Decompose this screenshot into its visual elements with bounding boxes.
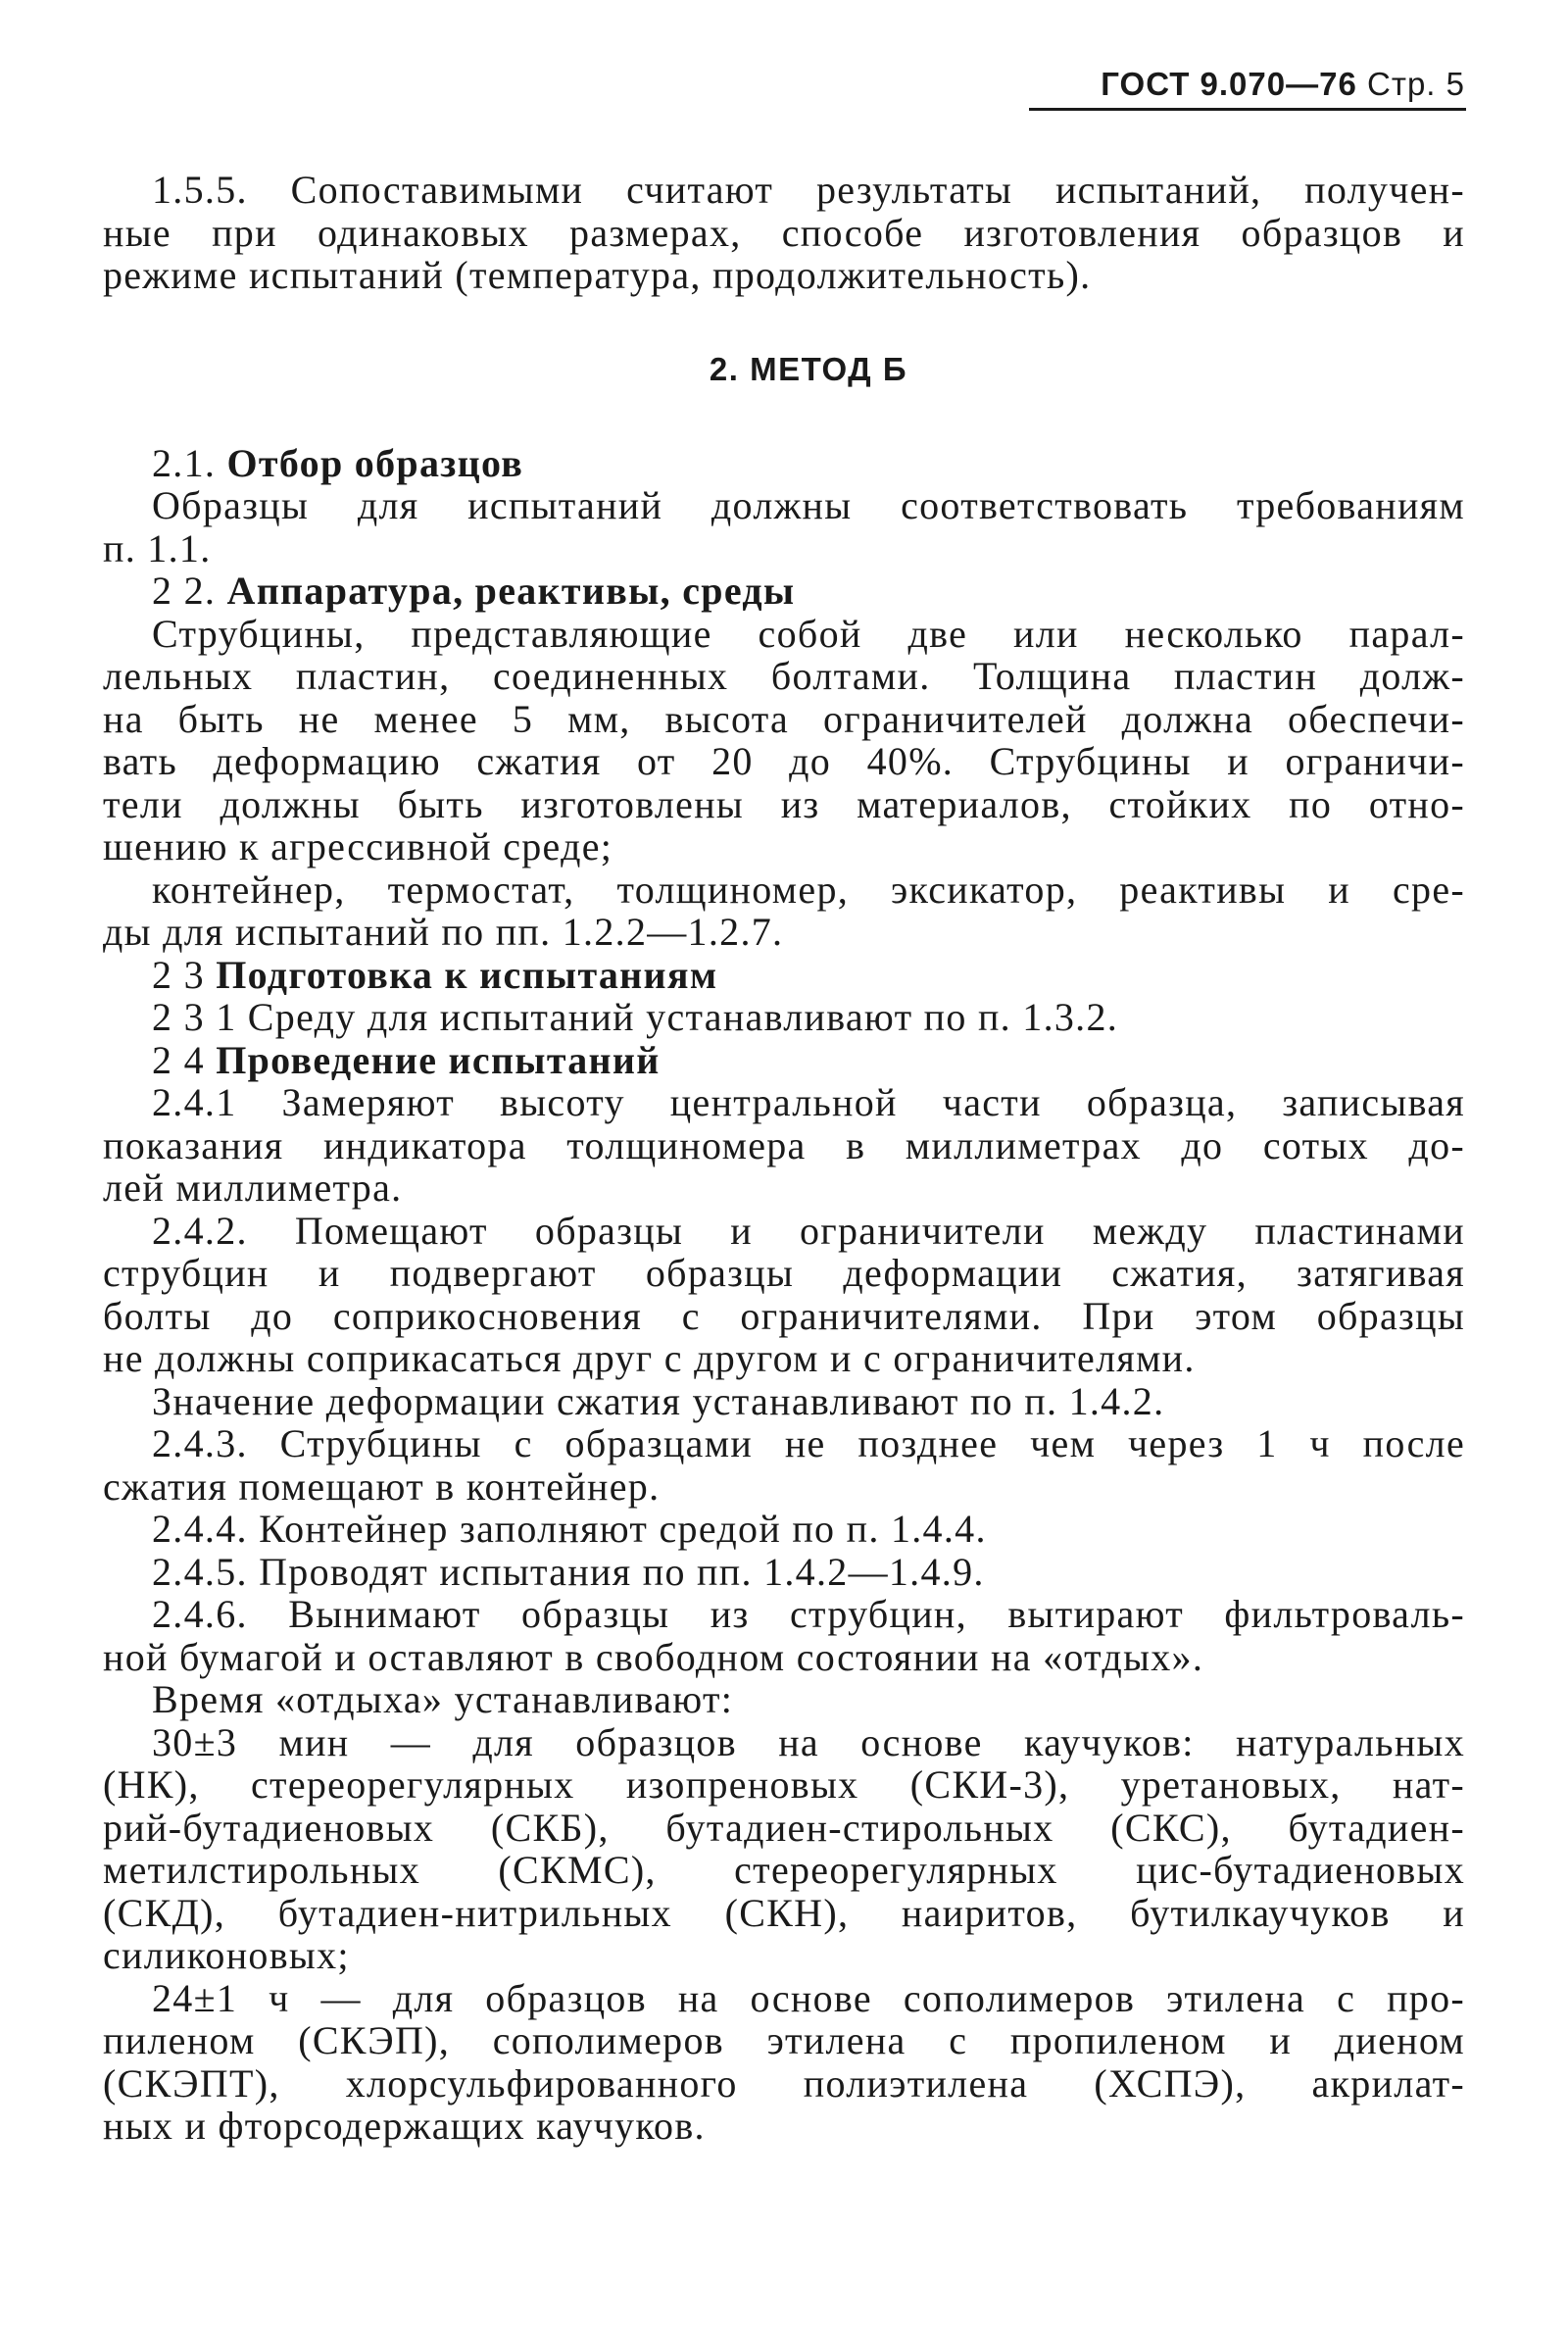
- text-line: показания индикатора толщиномера в миллиметрах до сотых до-: [103, 1122, 1465, 1167]
- text-line: 30±3 мин — для образцов на основе каучуков: натуральных: [152, 1719, 1465, 1764]
- text-line: 2.4.2. Помещают образцы и ограничители между пластинами: [152, 1208, 1465, 1253]
- standard-number: ГОСТ 9.070—76: [1101, 66, 1357, 102]
- text-line: пиленом (СКЭП), сополимеров этилена с пропиленом и диеном: [103, 2018, 1465, 2062]
- text-line: ных и фторсодержащих каучуков.: [103, 2104, 706, 2148]
- text-line: 2 3 1 Среду для испытаний устанавливают по п. 1.3.2.: [152, 995, 1119, 1039]
- text-line: 2.4.3. Струбцины с образцами не позднее чем через 1 ч после: [152, 1421, 1465, 1465]
- text-line: на быть не менее 5 мм, высота ограничителей должна обеспечи-: [103, 696, 1465, 741]
- subsection-title: Проведение испытаний: [216, 1037, 661, 1082]
- subsection-heading: [152, 954, 1465, 997]
- text-line: Значение деформации сжатия устанавливают по п. 1.4.2.: [152, 1378, 1165, 1423]
- subsection-number: 2 3: [152, 952, 205, 997]
- text-line: лей миллиметра.: [103, 1165, 403, 1210]
- paragraph-2-3: [152, 954, 1465, 1039]
- section-title: 2. МЕТОД Б: [709, 350, 908, 387]
- text-line: метилстирольных (СКМС), стереорегулярных цис-бутадиеновых: [103, 1848, 1465, 1892]
- text-line: вать деформацию сжатия от 20 до 40%. Струбцины и ограничи-: [103, 739, 1465, 783]
- subsection-heading: [152, 570, 1465, 613]
- text-line: режиме испытаний (температура, продолжительность).: [103, 253, 1092, 297]
- text-line: (СКЭПТ), хлорсульфированного полиэтилена (ХСПЭ), акрилат-: [103, 2060, 1465, 2106]
- text-line: струбцин и подвергают образцы деформации сжатия, затягивая: [103, 1251, 1465, 1295]
- text-line: ные при одинаковых размерах, способе изготовления образцов и: [103, 210, 1465, 255]
- paragraph-2-2: [103, 569, 1465, 954]
- text-line: п. 1.1.: [103, 525, 212, 570]
- text-line: лельных пластин, соединенных болтами. Толщина пластин долж-: [103, 654, 1465, 698]
- text-line: 1.5.5. Сопоставимыми считают результаты испытаний, получен-: [152, 168, 1465, 212]
- page-number: Стр. 5: [1367, 66, 1465, 102]
- subsection-title: Отбор образцов: [226, 440, 524, 485]
- subsection-title: Подготовка к испытаниям: [216, 952, 718, 997]
- text-line: болты до соприкосновения с ограничителями. При этом образцы: [103, 1293, 1465, 1338]
- text-line: силиконовых;: [103, 1933, 350, 1977]
- text-line: 2.4.5. Проводят испытания по пп. 1.4.2—1.4.9.: [152, 1549, 985, 1594]
- subsection-title: Аппаратура, реактивы, среды: [226, 569, 796, 613]
- text-line: рий-бутадиеновых (СКБ), бутадиен-стирольных (СКС), бутадиен-: [103, 1805, 1465, 1850]
- subsection-number: 2 4: [152, 1037, 205, 1082]
- header-rule: [1029, 108, 1466, 111]
- document-body: [103, 168, 1465, 2148]
- running-header: [1019, 65, 1465, 104]
- text-line: 2.4.1 Замеряют высоту центральной части образца, записывая: [152, 1080, 1465, 1124]
- text-line: Время «отдыха» устанавливают:: [152, 1677, 734, 1721]
- text-line: (СКД), бутадиен-нитрильных (СКН), наиритов, бутилкаучуков и: [103, 1890, 1465, 1935]
- text-line: 24±1 ч — для образцов на основе сополимеров этилена с про-: [152, 1975, 1465, 2020]
- text-line: Струбцины, представляющие собой две или несколько парал-: [152, 611, 1465, 656]
- subsection-number: 2.1.: [152, 440, 217, 485]
- text-line: 2.4.6. Вынимают образцы из струбцин, вытирают фильтроваль-: [152, 1592, 1465, 1636]
- paragraph-2-1: [103, 440, 1465, 570]
- paragraph-2-4: [103, 1037, 1465, 2148]
- text-line: сжатия помещают в контейнер.: [103, 1463, 661, 1509]
- subsection-heading: [152, 442, 1465, 485]
- text-line: контейнер, термостат, толщиномер, эксикатор, реактивы и сре-: [152, 867, 1465, 912]
- text-line: Образцы для испытаний должны соответствовать требованиям: [152, 483, 1465, 527]
- text-line: ной бумагой и оставляют в свободном состоянии на «отдых».: [103, 1634, 1204, 1679]
- paragraph-1-5-5: [103, 168, 1465, 297]
- text-line: шению к агрессивной среде;: [103, 824, 613, 868]
- subsection-heading: [152, 1039, 1465, 1082]
- text-line: ды для испытаний по пп. 1.2.2—1.2.7.: [103, 910, 784, 954]
- text-line: 2.4.4. Контейнер заполняют средой по п. 1.4.4.: [152, 1507, 987, 1551]
- text-line: не должны соприкасаться друг с другом и с ограничителями.: [103, 1336, 1196, 1380]
- text-line: тели должны быть изготовлены из материалов, стойких по отно-: [103, 781, 1465, 826]
- text-line: (НК), стереорегулярных изопреновых (СКИ-3), уретановых, нат-: [103, 1762, 1465, 1807]
- subsection-number: 2 2.: [152, 569, 217, 613]
